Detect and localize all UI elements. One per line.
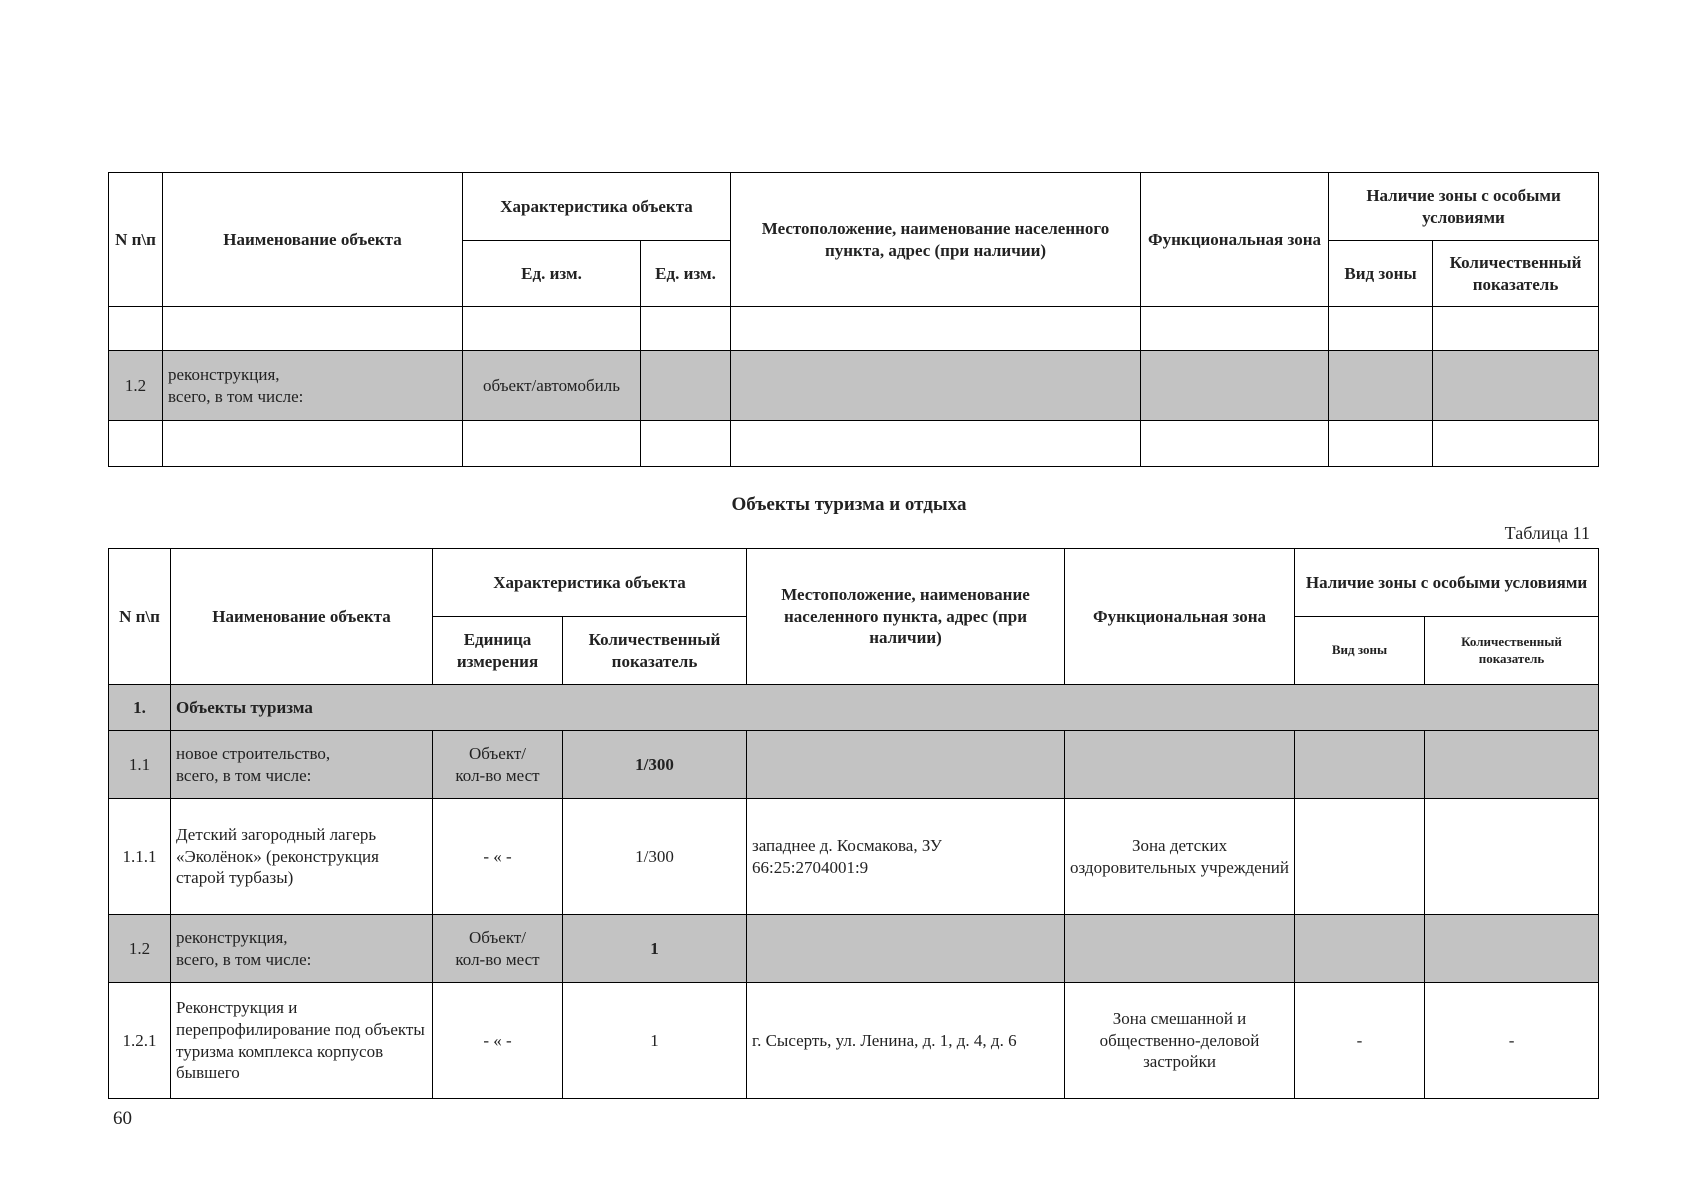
header-unit: Единица измерения [433,617,563,685]
row-unit: - « - [433,983,563,1099]
header-num: N п\п [109,549,171,685]
table-tourism [108,548,1599,1099]
header-characteristic: Характеристика объекта [463,173,731,241]
header-quantity-2: Количественный показатель [1425,617,1599,685]
row-num: 1.1.1 [109,799,171,915]
row-quantity: 1/300 [563,731,747,799]
row-quantity: 1 [563,983,747,1099]
row-num: 1.2 [109,351,163,421]
table-row [109,799,1599,915]
table-row [109,731,1599,799]
table-row [109,915,1599,983]
page-number: 60 [113,1108,132,1129]
header-special-zone: Наличие зоны с особыми условиями [1295,549,1599,617]
header-zone: Функциональная зона [1065,549,1295,685]
row-zone: Зона детских оздоровительных учреждений [1065,799,1295,915]
row-unit: объект/автомобиль [463,351,641,421]
header-unit-1: Ед. изм. [463,241,641,307]
header-quantity: Количественный показатель [563,617,747,685]
row-num: 1. [109,685,171,731]
row-zone-kind: - [1295,983,1425,1099]
header-location: Местоположение, наименование населенного пункта, адрес (при наличии) [731,173,1141,307]
row-name: Объекты туризма [171,685,1599,731]
section-title: Объекты туризма и отдыха [731,494,967,515]
row-quantity: 1/300 [563,799,747,915]
header-special-zone: Наличие зоны с особыми условиями [1329,173,1599,241]
row-quantity: 1 [563,915,747,983]
row-name: Детский загородный лагерь «Эколёнок» (реконструкция старой турбазы) [171,799,433,915]
row-location: западнее д. Космакова, ЗУ 66:25:2704001:9 [747,799,1065,915]
row-quantity-2: - [1425,983,1599,1099]
header-name: Наименование объекта [163,173,463,307]
table-transport [108,172,1599,467]
header-zone-kind: Вид зоны [1295,617,1425,685]
row-unit: Объект/ кол-во мест [433,915,563,983]
table-row [109,983,1599,1099]
header-unit-2: Ед. изм. [641,241,731,307]
header-num: N п\п [109,173,163,307]
row-location: г. Сысерть, ул. Ленина, д. 1, д. 4, д. 6 [747,983,1065,1099]
row-num: 1.2.1 [109,983,171,1099]
header-zone-kind: Вид зоны [1329,241,1433,307]
header-quantity: Количественный показатель [1433,241,1599,307]
row-unit: - « - [433,799,563,915]
row-name: Реконструкция и перепрофилирование под объекты туризма комплекса корпусов бывшего [171,983,433,1099]
row-unit: Объект/ кол-во мест [433,731,563,799]
header-characteristic: Характеристика объекта [433,549,747,617]
row-num: 1.2 [109,915,171,983]
table-row [109,351,1599,421]
row-name: реконструкция, всего, в том числе: [171,915,433,983]
header-location: Местоположение, наименование населенного пункта, адрес (при наличии) [747,549,1065,685]
table-number: Таблица 11 [1504,523,1590,543]
row-name: реконструкция, всего, в том числе: [163,351,463,421]
table-row [109,685,1599,731]
header-name: Наименование объекта [171,549,433,685]
row-name: новое строительство, всего, в том числе: [171,731,433,799]
table-row [109,421,1599,467]
table-row [109,307,1599,351]
header-zone: Функциональная зона [1141,173,1329,307]
row-zone: Зона смешанной и общественно-деловой застройки [1065,983,1295,1099]
row-num: 1.1 [109,731,171,799]
